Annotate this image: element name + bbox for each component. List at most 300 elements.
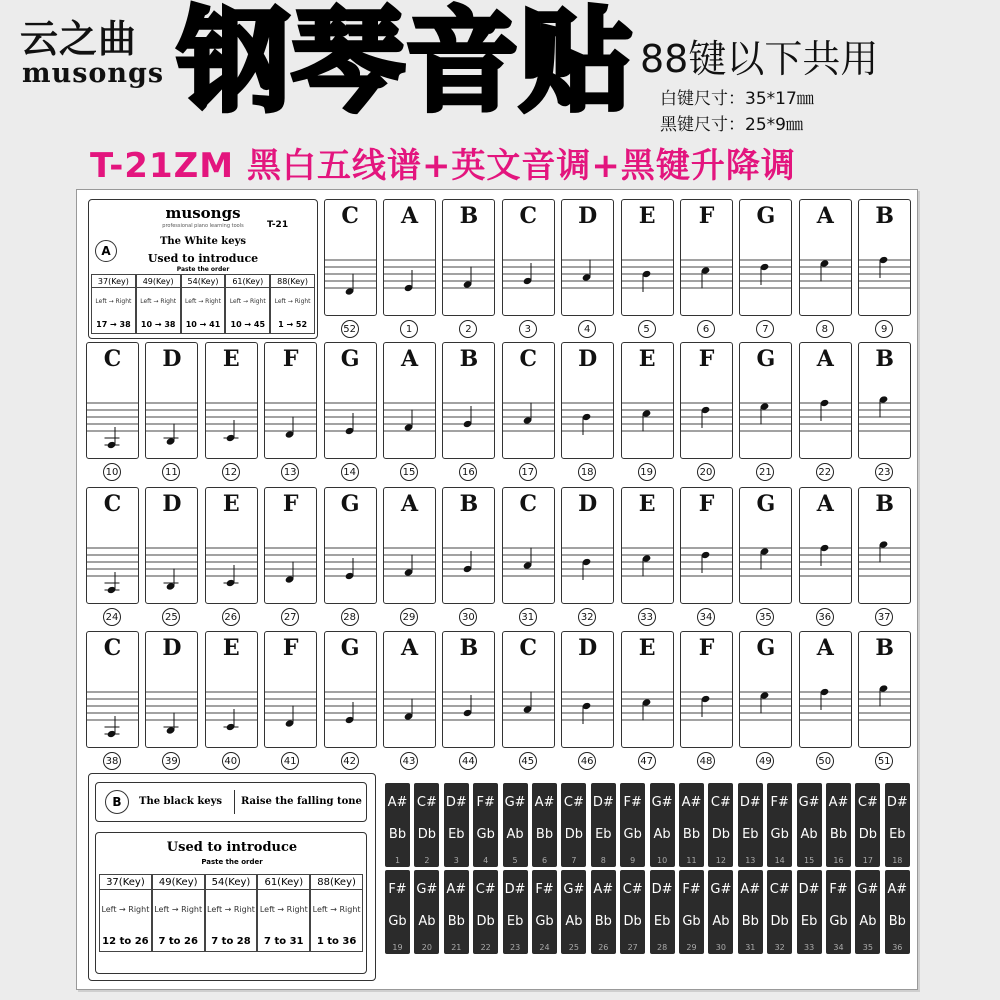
flat-label: Ab: [653, 827, 671, 842]
sticker-number: 43: [400, 752, 418, 770]
white-key-card: [442, 487, 495, 604]
sharp-label: G#: [416, 882, 438, 897]
white-key-card: [858, 487, 911, 604]
sticker-number: 30: [459, 608, 477, 626]
sticker-number: 47: [638, 752, 656, 770]
white-key-card: [858, 631, 911, 748]
black-key-sticker: [767, 870, 792, 954]
sharp-label: G#: [798, 795, 820, 810]
white-key-card: [442, 342, 495, 459]
sharp-label: C#: [857, 795, 878, 810]
range-label: 17 → 38: [96, 320, 131, 329]
sticker-number: 14: [341, 463, 359, 481]
white-key-card: [680, 487, 733, 604]
black-key-number: 27: [627, 943, 638, 952]
black-key-number: 31: [745, 943, 756, 952]
white-key-card: [145, 631, 198, 748]
range-label: 7 to 31: [264, 936, 304, 947]
flat-label: Gb: [476, 827, 495, 842]
sharp-label: D#: [592, 795, 614, 810]
sharp-label: A#: [593, 882, 614, 897]
white-key-card: [502, 487, 555, 604]
note-letter: A: [816, 635, 834, 661]
black-key-number: 13: [745, 856, 756, 865]
flat-label: Eb: [653, 914, 671, 929]
black-key-sticker: [620, 870, 645, 954]
black-key-number: 15: [804, 856, 815, 865]
white-key-card: [502, 631, 555, 748]
black-key-sticker: [473, 783, 498, 867]
black-key-number: 16: [833, 856, 844, 865]
note-letter: A: [816, 203, 834, 229]
flat-label: Db: [417, 827, 437, 842]
black-key-number: 22: [480, 943, 491, 952]
black-key-sticker: [855, 783, 880, 867]
note-letter: F: [282, 491, 299, 517]
sharp-label: C#: [563, 795, 584, 810]
black-key-number: 26: [598, 943, 609, 952]
black-key-sticker: [385, 783, 410, 867]
sticker-number: 2: [459, 320, 477, 338]
note-letter: E: [222, 346, 240, 372]
sharp-label: F#: [476, 795, 495, 810]
black-keys-subtitle: Raise the falling tone: [241, 796, 362, 807]
range-label: 1 → 52: [278, 320, 308, 329]
flat-label: Eb: [800, 914, 818, 929]
note-letter: F: [698, 635, 715, 661]
flat-label: Db: [564, 827, 584, 842]
range-label: 12 to 26: [102, 936, 149, 947]
direction-label: Left → Right: [259, 904, 308, 914]
black-keys-subnote: Paste the order: [201, 858, 263, 866]
note-letter: G: [340, 635, 360, 661]
flat-label: Db: [770, 914, 789, 929]
sticker-number: 28: [341, 608, 359, 626]
flat-label: Ab: [418, 914, 436, 929]
note-letter: E: [222, 635, 240, 661]
direction-label: Left → Right: [140, 297, 177, 305]
white-key-card: [383, 487, 436, 604]
badge-a-icon: A: [95, 240, 117, 262]
black-key-number: 9: [630, 856, 636, 865]
black-key-number: 28: [657, 943, 668, 952]
white-key-card: [621, 199, 674, 316]
sticker-number: 31: [519, 608, 537, 626]
black-key-number: 29: [686, 943, 697, 952]
black-key-sticker: [532, 870, 557, 954]
white-key-card: [858, 199, 911, 316]
sticker-number: 10: [103, 463, 121, 481]
range-cell: [181, 274, 226, 334]
white-key-card: [799, 631, 852, 748]
sticker-number: 6: [697, 320, 715, 338]
note-letter: C: [519, 203, 538, 229]
white-key-card: [324, 487, 377, 604]
black-key-sticker: [738, 870, 763, 954]
sticker-number: 45: [519, 752, 537, 770]
divider: [234, 790, 235, 814]
white-key-card: [680, 342, 733, 459]
white-key-size: 白键尺寸：35*17㎜: [660, 89, 814, 109]
black-key-number: 35: [862, 943, 873, 952]
black-key-sticker: [650, 783, 675, 867]
sticker-number: 51: [875, 752, 893, 770]
sticker-number: 4: [578, 320, 596, 338]
white-key-card: [680, 631, 733, 748]
note-letter: B: [875, 346, 894, 372]
black-key-sticker: [885, 870, 910, 954]
sticker-number: 32: [578, 608, 596, 626]
sticker-number: 29: [400, 608, 418, 626]
sharp-label: A#: [534, 795, 555, 810]
black-key-number: 30: [715, 943, 726, 952]
black-key-number: 36: [892, 943, 903, 952]
white-key-card: [264, 342, 317, 459]
sticker-number: 8: [816, 320, 834, 338]
flat-label: Bb: [682, 827, 701, 842]
direction-label: Left → Right: [154, 904, 203, 914]
black-key-number: 2: [424, 856, 430, 865]
sticker-number: 39: [162, 752, 180, 770]
flat-label: Bb: [447, 914, 465, 929]
note-letter: A: [816, 491, 834, 517]
black-key-sticker: [444, 783, 469, 867]
range-label: 7 to 26: [158, 936, 198, 947]
range-label: 1 to 36: [316, 936, 357, 947]
sticker-number: 3: [519, 320, 537, 338]
range-cell: [152, 874, 205, 952]
black-key-sticker: [797, 870, 822, 954]
sticker-number: 23: [875, 463, 893, 481]
flat-label: Eb: [595, 827, 612, 842]
note-letter: B: [459, 346, 479, 372]
note-letter: A: [400, 635, 419, 661]
sharp-label: F#: [623, 795, 642, 810]
key-count-label: 54(Key): [182, 277, 225, 288]
white-key-card: [324, 199, 377, 316]
note-letter: C: [103, 635, 122, 661]
sticker-number: 25: [162, 608, 180, 626]
direction-label: Left → Right: [101, 904, 150, 914]
sticker-number: 48: [697, 752, 715, 770]
white-key-card: [383, 199, 436, 316]
sticker-number: 24: [103, 608, 121, 626]
range-label: 10 → 45: [230, 320, 266, 329]
note-letter: D: [578, 491, 598, 517]
sharp-label: A#: [740, 882, 761, 897]
flat-label: Db: [711, 827, 731, 842]
range-cell: [91, 274, 136, 334]
note-letter: A: [400, 346, 419, 372]
note-letter: D: [578, 203, 598, 229]
range-cell: [136, 274, 181, 334]
flat-label: Bb: [594, 914, 612, 929]
sticker-number: 38: [103, 752, 121, 770]
note-letter: F: [282, 635, 299, 661]
flat-label: Bb: [888, 914, 906, 929]
key-count-label: 54(Key): [206, 877, 257, 890]
flat-label: Gb: [770, 827, 789, 842]
note-letter: F: [282, 346, 299, 372]
key-count-label: 49(Key): [137, 277, 180, 288]
direction-label: Left → Right: [95, 297, 132, 305]
key-count-label: 88(Key): [311, 877, 362, 890]
black-key-sticker: [532, 783, 557, 867]
badge-b-icon: B: [105, 790, 129, 814]
sharp-label: A#: [887, 882, 908, 897]
note-letter: C: [341, 203, 359, 229]
white-key-card: [621, 342, 674, 459]
flat-label: Db: [623, 914, 642, 929]
range-label: 7 to 28: [211, 936, 251, 947]
black-key-sticker: [679, 783, 704, 867]
range-cell: [205, 874, 258, 952]
note-letter: D: [162, 635, 182, 661]
black-key-sticker: [561, 783, 586, 867]
white-key-card: [205, 342, 258, 459]
black-key-number: 19: [392, 943, 403, 952]
flat-label: Gb: [535, 914, 554, 929]
black-key-number: 1: [394, 856, 401, 865]
white-key-card: [205, 631, 258, 748]
flat-label: Bb: [388, 827, 407, 842]
direction-label: Left → Right: [229, 297, 266, 305]
sticker-number: 36: [816, 608, 834, 626]
model-description: T-21ZM 黑白五线谱+英文音调+黑键升降调: [90, 146, 796, 186]
flat-label: Ab: [506, 827, 524, 842]
black-key-sticker: [591, 783, 616, 867]
sharp-label: F#: [388, 882, 407, 897]
white-key-card: [739, 631, 792, 748]
sticker-number: 52: [341, 320, 359, 338]
sticker-number: 26: [222, 608, 240, 626]
sticker-number: 18: [578, 463, 596, 481]
sticker-number: 27: [281, 608, 299, 626]
sticker-number: 44: [459, 752, 477, 770]
black-key-sticker: [767, 783, 792, 867]
black-key-sticker: [885, 783, 910, 867]
black-key-number: 14: [774, 856, 785, 865]
sticker-number: 17: [519, 463, 537, 481]
black-key-number: 4: [483, 856, 489, 865]
black-key-number: 21: [451, 943, 462, 952]
sticker-number: 15: [400, 463, 418, 481]
black-key-number: 32: [774, 943, 785, 952]
black-key-sticker: [738, 783, 763, 867]
page-title: 钢琴音贴: [178, 0, 634, 127]
key-count-label: 49(Key): [153, 877, 204, 890]
flat-label: Bb: [741, 914, 759, 929]
black-key-number: 17: [862, 856, 873, 865]
key-count-label: 61(Key): [226, 277, 269, 288]
sharp-label: D#: [886, 795, 908, 810]
sharp-label: F#: [682, 882, 701, 897]
black-key-sticker: [620, 783, 645, 867]
black-key-sticker: [503, 870, 528, 954]
note-letter: B: [459, 491, 479, 517]
black-key-number: 23: [510, 943, 521, 952]
note-letter: D: [162, 491, 182, 517]
white-key-card: [739, 342, 792, 459]
sharp-label: F#: [535, 882, 554, 897]
sharp-label: D#: [504, 882, 526, 897]
flat-label: Gb: [388, 914, 407, 929]
black-key-number: 24: [539, 943, 550, 952]
white-key-card: [86, 487, 139, 604]
sticker-number: 49: [756, 752, 774, 770]
black-key-sticker: [473, 870, 498, 954]
black-key-sticker: [561, 870, 586, 954]
range-cell: [270, 274, 315, 334]
white-key-card: [86, 342, 139, 459]
black-key-sticker: [797, 783, 822, 867]
white-key-card: [502, 342, 555, 459]
sharp-label: C#: [769, 882, 790, 897]
note-letter: C: [103, 491, 122, 517]
black-key-sticker: [591, 870, 616, 954]
black-key-sticker: [444, 870, 469, 954]
black-keys-title: The black keys: [139, 796, 223, 807]
note-letter: B: [459, 635, 479, 661]
sharp-label: C#: [622, 882, 643, 897]
key-count-label: 88(Key): [271, 277, 314, 288]
black-key-number: 12: [715, 856, 726, 865]
flat-label: Gb: [682, 914, 701, 929]
note-letter: G: [756, 346, 776, 372]
sticker-number: 41: [281, 752, 299, 770]
direction-label: Left → Right: [274, 297, 311, 305]
sticker-number: 50: [816, 752, 834, 770]
note-letter: E: [638, 203, 656, 229]
white-key-card: [442, 631, 495, 748]
black-key-sticker: [679, 870, 704, 954]
note-letter: G: [340, 346, 360, 372]
white-key-card: [621, 487, 674, 604]
flat-label: Eb: [889, 827, 906, 842]
range-cell: [225, 274, 270, 334]
white-key-card: [264, 487, 317, 604]
key-count-label: 37(Key): [100, 877, 151, 890]
white-key-card: [858, 342, 911, 459]
intro-brand: musongs: [165, 204, 241, 222]
note-letter: C: [519, 346, 538, 372]
flat-label: Bb: [829, 827, 848, 842]
black-key-number: 8: [600, 856, 606, 865]
white-key-card: [145, 342, 198, 459]
note-letter: B: [875, 635, 894, 661]
note-letter: C: [103, 346, 122, 372]
black-key-sticker: [414, 870, 439, 954]
range-cell: [310, 874, 363, 952]
black-key-sticker: [708, 870, 733, 954]
note-letter: D: [162, 346, 182, 372]
white-key-card: [442, 199, 495, 316]
black-keys-used: Used to introduce: [166, 840, 298, 855]
note-letter: G: [756, 635, 776, 661]
sharp-label: G#: [563, 882, 585, 897]
flat-label: Ab: [565, 914, 583, 929]
sticker-number: 33: [638, 608, 656, 626]
note-letter: B: [459, 203, 479, 229]
note-letter: A: [816, 346, 834, 372]
flat-label: Gb: [623, 827, 642, 842]
white-key-card: [561, 487, 614, 604]
sticker-number: 46: [578, 752, 596, 770]
black-key-number: 33: [804, 943, 815, 952]
white-keys-subnote: Paste the order: [176, 266, 230, 273]
direction-label: Left → Right: [312, 904, 361, 914]
black-key-number: 3: [453, 856, 459, 865]
black-key-number: 25: [568, 943, 579, 952]
black-key-number: 5: [512, 856, 518, 865]
key-count-label: 61(Key): [258, 877, 309, 890]
sticker-number: 9: [875, 320, 893, 338]
note-letter: E: [638, 635, 656, 661]
flat-label: Gb: [829, 914, 848, 929]
note-letter: C: [519, 491, 538, 517]
sharp-label: F#: [770, 795, 789, 810]
black-keys-intro-panel: [88, 773, 376, 981]
direction-label: Left → Right: [207, 904, 255, 914]
sticker-number: 37: [875, 608, 893, 626]
flat-label: Eb: [506, 914, 524, 929]
sticker-number: 34: [697, 608, 715, 626]
sticker-number: 1: [400, 320, 418, 338]
note-letter: F: [698, 203, 715, 229]
flat-label: Bb: [535, 827, 554, 842]
direction-label: Left → Right: [185, 297, 221, 305]
sharp-label: A#: [387, 795, 408, 810]
black-key-number: 6: [541, 856, 548, 865]
note-letter: B: [875, 491, 894, 517]
black-key-sticker: [650, 870, 675, 954]
black-key-number: 10: [657, 856, 668, 865]
sharp-label: G#: [504, 795, 526, 810]
note-letter: D: [578, 346, 598, 372]
range-label: 10 → 41: [185, 320, 221, 329]
white-key-card: [739, 199, 792, 316]
black-key-sticker: [503, 783, 528, 867]
note-letter: D: [578, 635, 598, 661]
sharp-label: D#: [739, 795, 761, 810]
sticker-number: 19: [638, 463, 656, 481]
black-key-number: 7: [571, 856, 577, 865]
white-key-card: [739, 487, 792, 604]
sharp-label: G#: [651, 795, 673, 810]
white-key-card: [621, 631, 674, 748]
note-letter: C: [519, 635, 538, 661]
sharp-label: F#: [829, 882, 848, 897]
flat-label: Db: [476, 914, 495, 929]
white-key-card: [383, 631, 436, 748]
flat-label: Ab: [800, 827, 818, 842]
range-cell: [99, 874, 152, 952]
flat-label: Db: [858, 827, 878, 842]
sticker-number: 22: [816, 463, 834, 481]
sticker-number: 35: [756, 608, 774, 626]
black-key-sticker: [826, 870, 851, 954]
white-key-card: [799, 487, 852, 604]
black-key-number: 34: [833, 943, 844, 952]
sticker-number: 42: [341, 752, 359, 770]
sticker-number: 16: [459, 463, 477, 481]
note-letter: G: [756, 491, 776, 517]
white-key-card: [324, 631, 377, 748]
black-key-number: 20: [421, 943, 432, 952]
sharp-label: D#: [651, 882, 673, 897]
sharp-label: C#: [475, 882, 496, 897]
intro-tagline: professional piano learning tools: [162, 223, 244, 229]
